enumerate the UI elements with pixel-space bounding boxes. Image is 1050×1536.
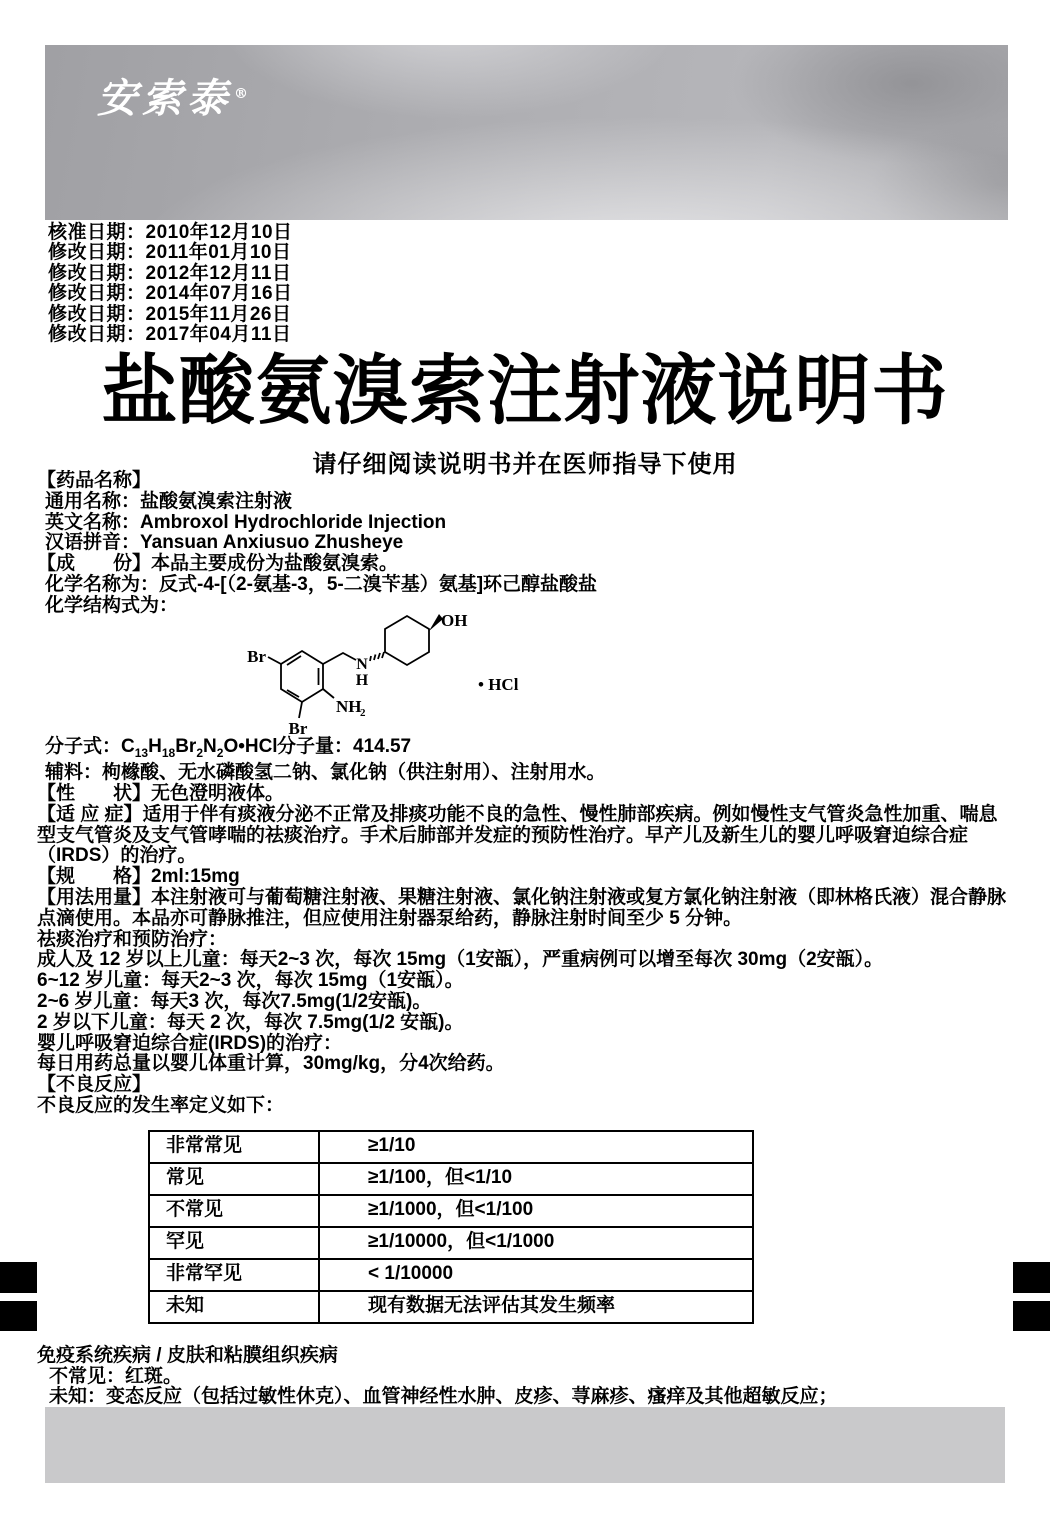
atom-label-n: N — [356, 656, 368, 673]
english-name: 英文名称：Ambroxol Hydrochloride Injection — [45, 511, 447, 533]
formula-subscript: 13 — [134, 745, 149, 760]
indications-line: 型支气管炎及支气管哮喘的祛痰治疗。手术后肺部并发症的预防性治疗。早产儿及新生儿的婴儿呼吸窘迫综合症 — [37, 824, 969, 846]
structure-area-spacer — [37, 617, 1027, 737]
formula-subscript: 2 — [216, 745, 224, 760]
revision-date-line: 修改日期：2014年07月16日 — [48, 283, 293, 305]
definition-cell: 现有数据无法评估其发生频率 — [319, 1291, 753, 1323]
usage-line: 【用法用量】本注射液可与葡萄糖注射液、果糖注射液、氯化钠注射液或复方氯化钠注射液（即林格氏液）混合静脉 — [37, 886, 1007, 908]
revision-date-line: 修改日期：2017年04月11日 — [48, 324, 292, 346]
formula-subscript: 2 — [196, 745, 204, 760]
formula-part: C — [121, 735, 135, 757]
atom-label-nh2-subscript: 2 — [360, 707, 366, 719]
adverse-note-line: 未知：变态反应（包括过敏性休克）、血管神经性水肿、皮疹、荨麻疹、瘙痒及其他超敏反应； — [49, 1386, 838, 1408]
section-header-drug-name: 【药品名称】 — [37, 470, 152, 491]
definition-cell: ≥1/100，但<1/10 — [319, 1163, 753, 1195]
molecular-formula-line — [37, 737, 1027, 764]
registered-trademark-symbol: ® — [234, 85, 248, 102]
table-row — [149, 1195, 753, 1227]
adverse-note-line: 免疫系统疾病 / 皮肤和粘膜组织疾病 — [37, 1344, 338, 1366]
pinyin-name: 汉语拼音：Yansuan Anxiusuo Zhusheye — [45, 532, 404, 554]
usage-line: 每日用药总量以婴儿体重计算，30mg/kg，分4次给药。 — [37, 1053, 505, 1075]
adverse-frequency-table — [148, 1130, 754, 1324]
formula-part: N — [203, 735, 217, 757]
print-registration-mark-left-1 — [0, 1262, 37, 1293]
revision-date-line: 修改日期：2012年12月11日 — [48, 262, 292, 284]
table-row — [149, 1227, 753, 1259]
usage-line: 婴儿呼吸窘迫综合症(IRDS)的治疗： — [37, 1032, 343, 1054]
indications-line: （IRDS）的治疗。 — [37, 845, 197, 867]
atom-label-br-top: Br — [247, 647, 266, 666]
formula-part: Br — [175, 735, 197, 757]
frequency-cell: 常见 — [149, 1163, 319, 1195]
definition-cell: ≥1/10 — [319, 1131, 753, 1163]
frequency-cell: 不常见 — [149, 1195, 319, 1227]
atom-label-hcl: • HCl — [478, 675, 519, 694]
print-registration-mark-left-2 — [0, 1301, 37, 1331]
footer-color-bar — [45, 1407, 1005, 1483]
usage-line: 2 岁以下儿童：每天 2 次，每次 7.5mg(1/2 安瓿)。 — [37, 1011, 464, 1033]
formula-label: 分子式： — [45, 735, 122, 757]
usage-line: 成人及 12 岁以上儿童：每天2~3 次，每次 15mg（1安瓿），严重病例可以增至每次 30mg（2安瓿）。 — [37, 949, 884, 971]
usage-line: 6~12 岁儿童：每天2~3 次，每次 15mg（1安瓿）。 — [37, 970, 464, 992]
approval-dates — [48, 223, 293, 345]
doc-title: 盐酸氨溴索注射液说明书 — [101, 349, 949, 434]
formula-part: O•HCl — [223, 735, 278, 757]
section-spec: 【规 格】2ml:15mg — [37, 866, 240, 888]
definition-cell: ≥1/1000，但<1/100 — [319, 1195, 753, 1227]
frequency-cell: 未知 — [149, 1291, 319, 1323]
usage-line: 点滴使用。本品亦可静脉推注，但应使用注射器泵给药，静脉注射时间至少 5 分钟。 — [37, 907, 743, 929]
revision-date-line: 修改日期：2015年11月26日 — [48, 303, 292, 325]
adverse-notes — [37, 1346, 1027, 1408]
adverse-intro: 不良反应的发生率定义如下： — [37, 1094, 285, 1116]
table-row — [149, 1131, 753, 1163]
section-composition: 【成 份】本品主要成份为盐酸氨溴索。 — [37, 553, 399, 575]
brand-banner — [45, 45, 1008, 220]
revision-date-line: 修改日期：2011年01月10日 — [48, 242, 292, 264]
brand-logo — [97, 67, 248, 124]
section-adverse-reactions: 【不良反应】 — [37, 1074, 152, 1096]
atom-label-nh2: NH — [336, 697, 362, 716]
usage-line: 2~6 岁儿童：每天3 次，每次7.5mg(1/2安瓿)。 — [37, 990, 432, 1012]
structure-label: 化学结构式为： — [45, 594, 179, 616]
adverse-note-line: 不常见：红斑。 — [49, 1365, 183, 1387]
excipients: 辅料：枸橼酸、无水磷酸氢二钠、氯化钠（供注射用）、注射用水。 — [45, 762, 606, 784]
section-properties: 【性 状】无色澄明液体。 — [37, 782, 285, 804]
chemical-name: 化学名称为：反式-4-[（2-氨基-3，5-二溴苄基）氨基]环己醇盐酸盐 — [45, 573, 598, 595]
frequency-cell: 非常罕见 — [149, 1259, 319, 1291]
definition-cell: < 1/10000 — [319, 1259, 753, 1291]
atom-label-h: H — [355, 672, 369, 689]
brand-logo-text: 安索泰 — [97, 75, 232, 122]
definition-cell: ≥1/10000，但<1/1000 — [319, 1227, 753, 1259]
formula-subscript: 18 — [161, 745, 176, 760]
table-row — [149, 1163, 753, 1195]
indications-line: 【适 应 症】适用于伴有痰液分泌不正常及排痰功能不良的急性、慢性肺部疾病。例如慢性支气管炎急性加重、喘息 — [37, 803, 998, 825]
chemical-structure-diagram — [238, 603, 530, 739]
doc-subtitle: 请仔细阅读说明书并在医师指导下使用 — [312, 451, 738, 478]
atom-label-br-bottom: Br — [288, 719, 308, 738]
frequency-cell: 非常常见 — [149, 1131, 319, 1163]
approval-date-line: 核准日期：2010年12月10日 — [48, 222, 293, 243]
generic-name: 通用名称：盐酸氨溴索注射液 — [45, 490, 293, 512]
frequency-cell: 罕见 — [149, 1227, 319, 1259]
formula-part: H — [148, 735, 162, 757]
table-row — [149, 1259, 753, 1291]
molecular-weight: 分子量：414.57 — [277, 735, 412, 757]
usage-line: 祛痰治疗和预防治疗： — [37, 928, 228, 950]
table-row — [149, 1291, 753, 1323]
leaflet-body — [37, 471, 1027, 1408]
atom-label-oh: OH — [441, 611, 468, 630]
